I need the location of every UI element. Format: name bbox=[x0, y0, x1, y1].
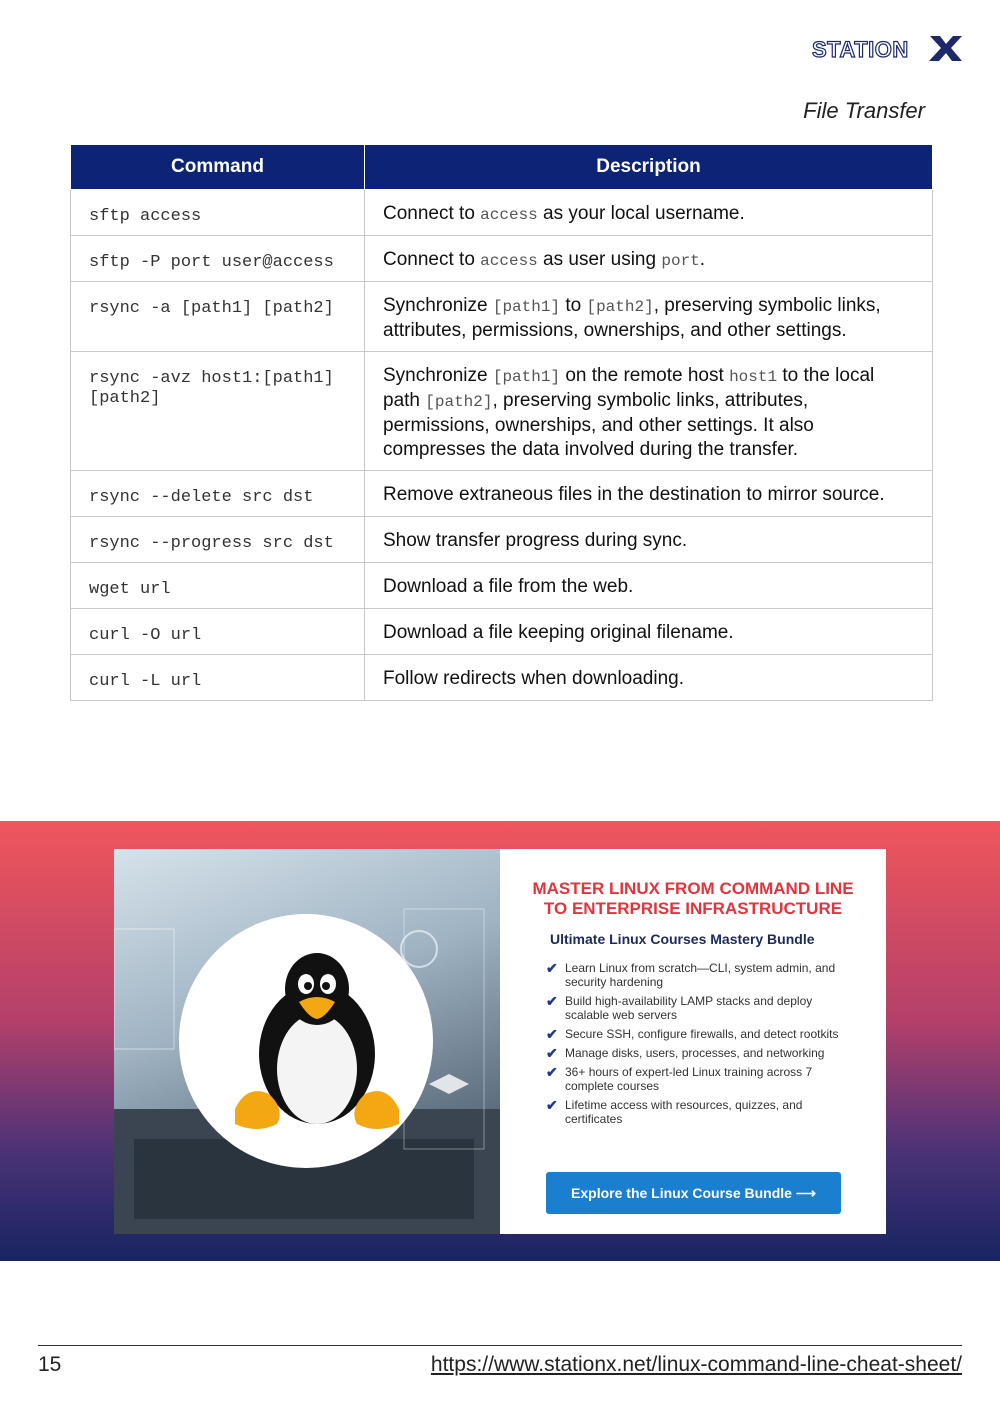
table-row bbox=[71, 609, 933, 655]
description-text: Follow redirects when downloading. bbox=[383, 668, 684, 689]
description-cell bbox=[365, 352, 933, 471]
description-text: to the local path bbox=[383, 365, 875, 411]
feature-text: Secure SSH, configure firewalls, and detect rootkits bbox=[565, 1027, 839, 1041]
description-text: , preserving symbolic links, attributes, permissions, ownerships, and other settings. bbox=[383, 295, 881, 341]
description-text: Remove extraneous files in the destination to mirror source. bbox=[383, 484, 885, 505]
table-row bbox=[71, 282, 933, 352]
feature-text: Build high-availability LAMP stacks and deploy scalable web servers bbox=[565, 994, 813, 1022]
checkmark-icon: ✔ bbox=[546, 1045, 558, 1061]
table-row bbox=[71, 190, 933, 236]
description-text: as user using bbox=[537, 249, 662, 270]
command-cell: sftp access bbox=[71, 190, 365, 236]
description-text: Connect to bbox=[383, 249, 481, 270]
table-body bbox=[71, 190, 933, 701]
tux-penguin-icon bbox=[227, 944, 407, 1134]
inline-code: access bbox=[480, 252, 538, 270]
description-cell bbox=[365, 236, 933, 282]
description-cell bbox=[365, 471, 933, 517]
table-row bbox=[71, 352, 933, 471]
description-text: as your local username. bbox=[537, 203, 745, 224]
description-cell bbox=[365, 282, 933, 352]
feature-text: 36+ hours of expert-led Linux training across 7 complete courses bbox=[565, 1065, 813, 1093]
description-cell bbox=[365, 517, 933, 563]
feature-item bbox=[546, 994, 846, 1022]
svg-text:STATION: STATION bbox=[812, 37, 909, 62]
banner-subtitle: Ultimate Linux Courses Mastery Bundle bbox=[550, 931, 815, 947]
explore-bundle-button[interactable]: Explore the Linux Course Bundle ⟶ bbox=[546, 1172, 841, 1214]
table-row bbox=[71, 655, 933, 701]
description-text: Synchronize bbox=[383, 295, 493, 316]
inline-code: port bbox=[661, 252, 700, 270]
header-command: Command bbox=[71, 145, 365, 190]
command-cell: rsync --delete src dst bbox=[71, 471, 365, 517]
inline-code: [path1] bbox=[492, 368, 561, 386]
feature-item bbox=[546, 1065, 846, 1093]
checkmark-icon: ✔ bbox=[546, 1026, 558, 1042]
description-text: . bbox=[699, 249, 706, 270]
command-cell: curl -O url bbox=[71, 609, 365, 655]
feature-list bbox=[546, 961, 846, 1131]
command-cell: sftp -P port user@access bbox=[71, 236, 365, 282]
footer-divider bbox=[38, 1345, 962, 1346]
feature-item bbox=[546, 961, 846, 989]
banner-headline-line1: MASTER LINUX FROM COMMAND LINE bbox=[532, 879, 854, 898]
banner-headline bbox=[500, 879, 886, 919]
description-text: Connect to bbox=[383, 203, 481, 224]
checkmark-icon: ✔ bbox=[546, 1064, 558, 1080]
table-row bbox=[71, 563, 933, 609]
feature-text: Manage disks, users, processes, and networking bbox=[565, 1046, 825, 1060]
section-title: File Transfer bbox=[803, 98, 925, 123]
banner-panel bbox=[500, 849, 886, 1234]
footer-url-link[interactable]: https://www.stationx.net/linux-command-line-cheat-sheet/ bbox=[430, 1353, 962, 1376]
feature-item bbox=[546, 1098, 846, 1126]
checkmark-icon: ✔ bbox=[546, 960, 558, 976]
stationx-logo bbox=[812, 33, 962, 63]
description-text: on the remote host bbox=[560, 365, 730, 386]
inline-code: access bbox=[480, 206, 538, 224]
table-header-row bbox=[71, 145, 933, 190]
banner-headline-line2: TO ENTERPRISE INFRASTRUCTURE bbox=[543, 899, 843, 918]
command-cell: wget url bbox=[71, 563, 365, 609]
checkmark-icon: ✔ bbox=[546, 1097, 558, 1113]
header-description: Description bbox=[365, 145, 933, 190]
feature-item bbox=[546, 1027, 846, 1041]
table-row bbox=[71, 517, 933, 563]
description-text: to bbox=[560, 295, 587, 316]
command-cell: rsync -a [path1] [path2] bbox=[71, 282, 365, 352]
description-text: , preserving symbolic links, attributes, permissions, ownerships, and other settings. It also compresses the data involved during the transfer. bbox=[383, 390, 814, 460]
feature-text: Learn Linux from scratch—CLI, system admin, and security hardening bbox=[565, 961, 836, 989]
command-cell: curl -L url bbox=[71, 655, 365, 701]
command-cell: rsync --progress src dst bbox=[71, 517, 365, 563]
table-row bbox=[71, 471, 933, 517]
checkmark-icon: ✔ bbox=[546, 993, 558, 1009]
command-table bbox=[70, 144, 933, 701]
inline-code: host1 bbox=[729, 368, 778, 386]
page-number: 15 bbox=[38, 1353, 62, 1376]
banner-photo bbox=[114, 849, 500, 1234]
inline-code: [path2] bbox=[586, 298, 654, 316]
feature-item bbox=[546, 1046, 846, 1060]
description-cell bbox=[365, 609, 933, 655]
table-row bbox=[71, 236, 933, 282]
feature-text: Lifetime access with resources, quizzes, and certificates bbox=[565, 1098, 803, 1126]
logo-graphic bbox=[812, 33, 962, 63]
description-cell bbox=[365, 563, 933, 609]
inline-code: [path1] bbox=[492, 298, 561, 316]
description-text: Download a file from the web. bbox=[383, 576, 634, 597]
inline-code: [path2] bbox=[425, 393, 493, 411]
command-cell: rsync -avz host1:[path1] [path2] bbox=[71, 352, 365, 471]
description-text: Synchronize bbox=[383, 365, 493, 386]
description-cell bbox=[365, 190, 933, 236]
description-cell bbox=[365, 655, 933, 701]
description-text: Show transfer progress during sync. bbox=[383, 530, 688, 551]
description-text: Download a file keeping original filename. bbox=[383, 622, 734, 643]
